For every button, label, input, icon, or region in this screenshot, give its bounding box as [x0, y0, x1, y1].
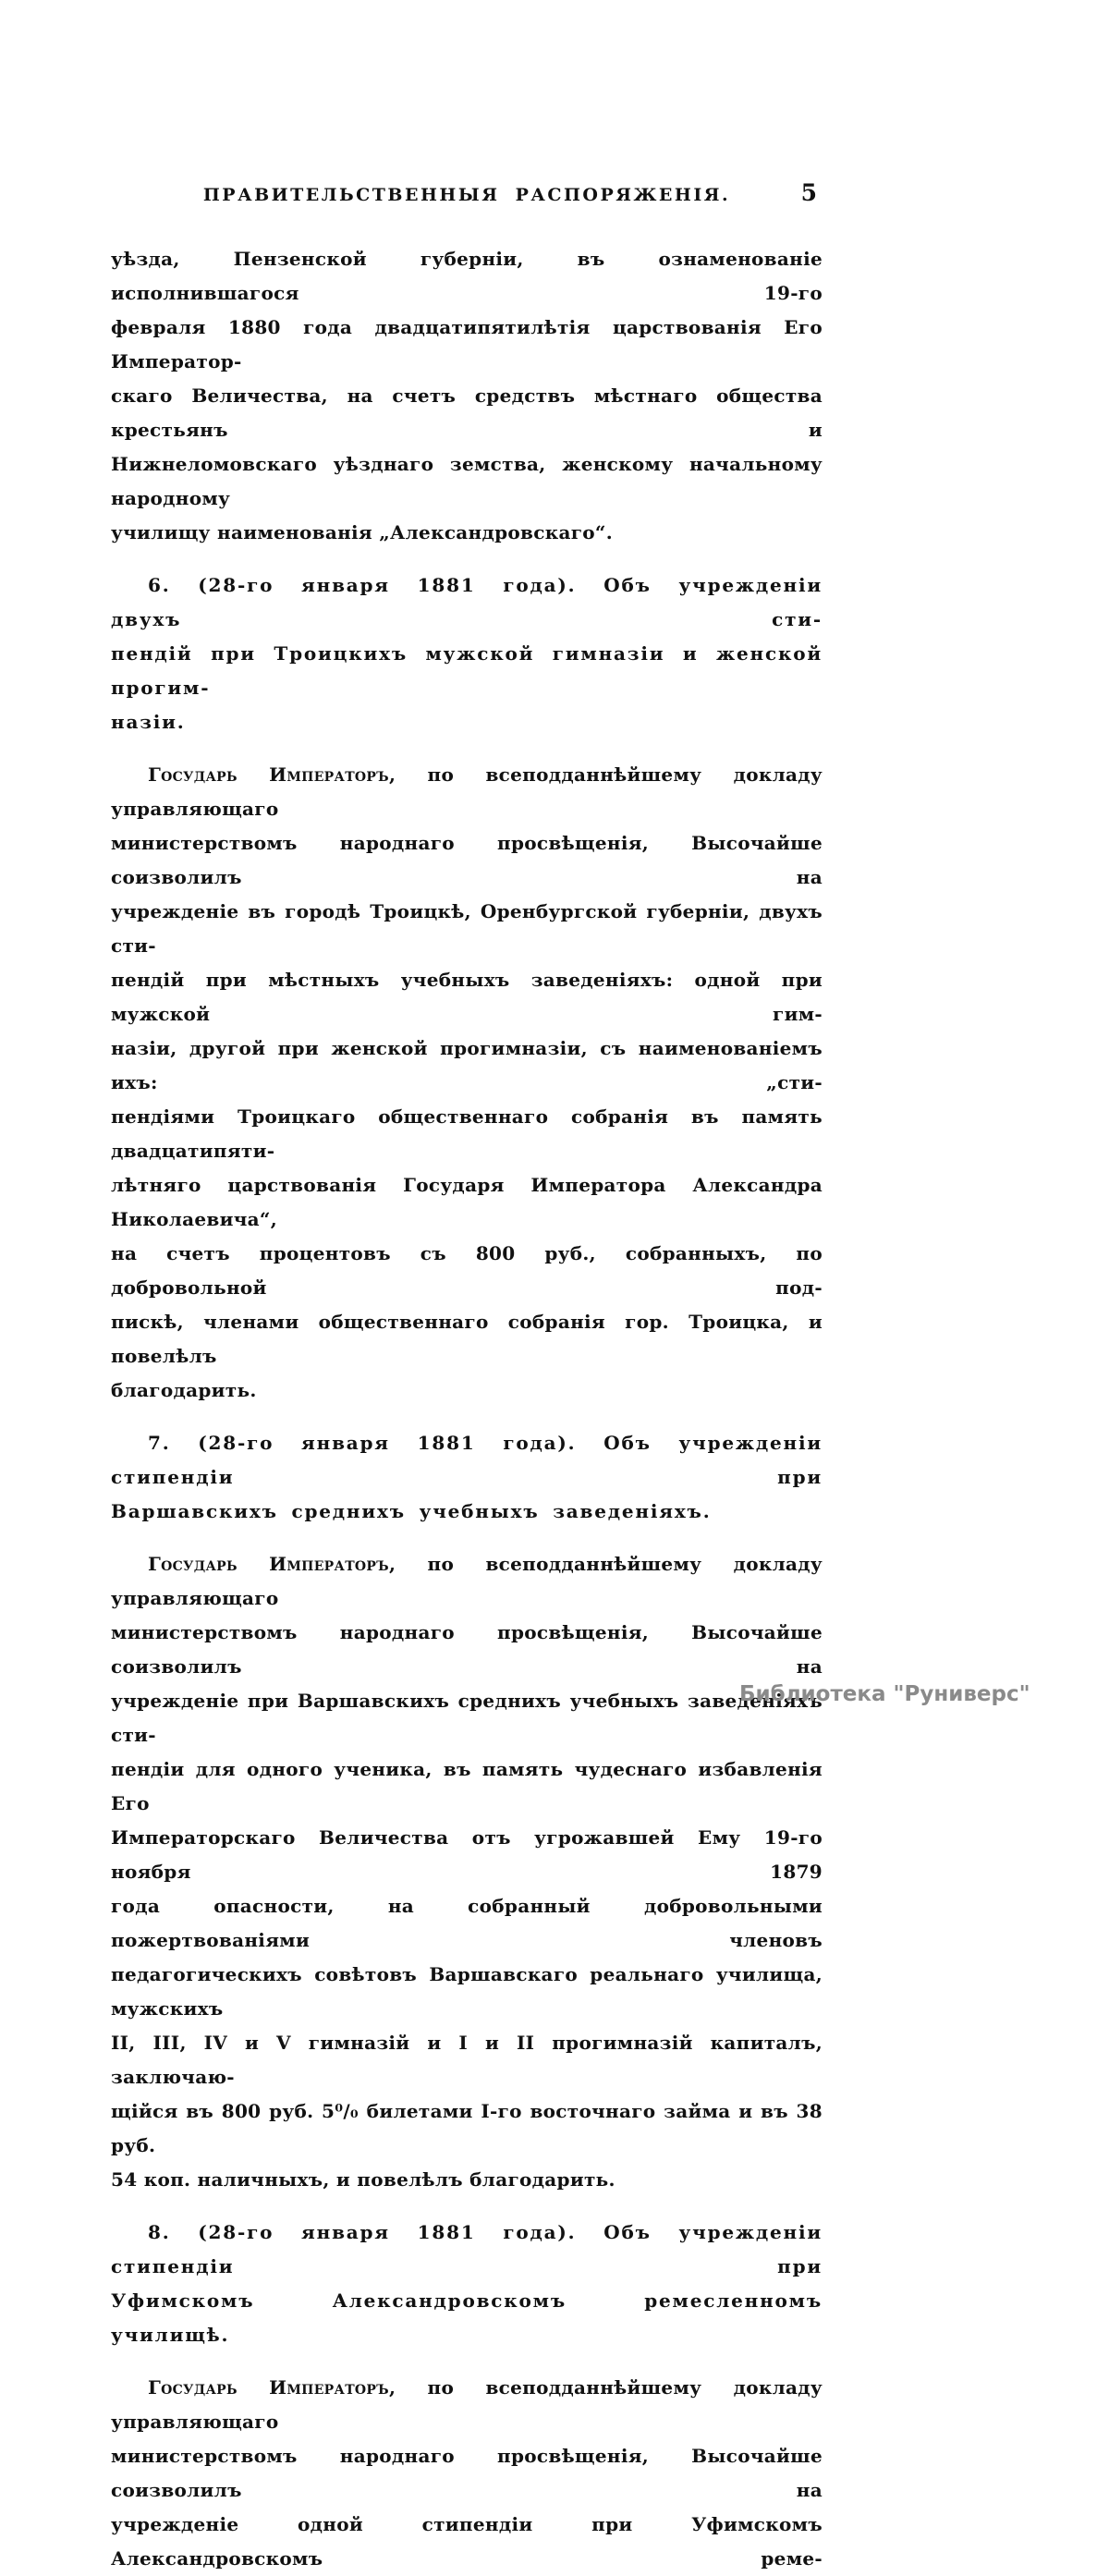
text-line: пендій при мѣстныхъ учебныхъ заведеніяхъ: одной при мужской гим- — [111, 969, 823, 1025]
paragraph-section-7 — [111, 1547, 823, 2197]
text-line: пендіи для одного ученика, въ память чудеснаго избавленія Его — [111, 1758, 823, 1814]
paragraph-section-6 — [111, 758, 823, 1408]
text-line: 54 коп. наличныхъ, и повелѣлъ благодарить. — [111, 2168, 615, 2191]
text-line: февраля 1880 года двадцатипятилѣтія царствованія Его Император- — [111, 316, 823, 372]
text-line: уѣзда, Пензенской губерніи, въ ознаменованіе исполнившагося 19-го — [111, 248, 823, 304]
text-line: скаго Величества, на счетъ средствъ мѣстнаго общества крестьянъ и — [111, 385, 823, 441]
text-line: благодарить. — [111, 1379, 257, 1401]
smallcaps-lead: Государь Императоръ — [148, 1553, 389, 1575]
text-line: Императорскаго Величества отъ угрожавшей Ему 19-го ноября 1879 — [111, 1826, 823, 1883]
text-line: министерствомъ народнаго просвѣщенія, Высочайше соизволилъ на — [111, 832, 823, 888]
text-line — [111, 758, 823, 826]
paragraph-section-8 — [111, 2371, 823, 2576]
text-line: II, III, IV и V гимназій и I и II прогимназій капиталъ, заключаю- — [111, 2032, 823, 2088]
text-line: щійся въ 800 руб. 5⁰/₀ билетами I-го восточнаго займа и въ 38 руб. — [111, 2100, 823, 2156]
section-heading-6 — [111, 568, 823, 739]
text-column — [111, 179, 823, 2576]
text-line: пендіями Троицкаго общественнаго собранія въ память двадцатипяти- — [111, 1105, 823, 1162]
text-line: учрежденіе одной стипендіи при Уфимскомъ Александровскомъ реме- — [111, 2513, 823, 2570]
paragraph-continuation — [111, 242, 823, 550]
text-line: учрежденіе въ городѣ Троицкѣ, Оренбургской губерніи, двухъ сти- — [111, 900, 823, 957]
first-line-rest: , по всеподданнѣйшему докладу управляющаго — [111, 2376, 823, 2433]
text-line: года опасности, на собранный добровольными пожертвованіями членовъ — [111, 1895, 823, 1951]
heading-line: Уфимскомъ Александровскомъ ремесленномъ училищѣ. — [111, 2289, 823, 2346]
text-line: назіи, другой при женской прогимназіи, съ наименованіемъ ихъ: „сти- — [111, 1037, 823, 1093]
library-watermark: Библиотека "Руниверс" — [739, 1682, 1030, 1706]
running-head-title: ПРАВИТЕЛЬСТВЕННЫЯ РАСПОРЯЖЕНІЯ. — [202, 185, 731, 205]
heading-line: пендій при Троицкихъ мужской гимназіи и женской прогим- — [111, 642, 823, 699]
text-line: пискѣ, членами общественнаго собранія гор. Троицка, и повелѣлъ — [111, 1311, 823, 1367]
first-line-rest: , по всеподданнѣйшему докладу управляющаго — [111, 763, 823, 820]
text-line: Нижнеломовскаго уѣзднаго земства, женскому начальному народному — [111, 453, 823, 509]
text-line — [111, 1547, 823, 1616]
section-heading-7 — [111, 1426, 823, 1529]
text-line: на счетъ процентовъ съ 800 руб., собранныхъ, по добровольной под- — [111, 1242, 823, 1299]
heading-line: 8. (28-го января 1881 года). Объ учрежденіи стипендіи при — [111, 2221, 823, 2277]
heading-line: Варшавскихъ среднихъ учебныхъ заведеніяхъ. — [111, 1500, 712, 1522]
smallcaps-lead: Государь Императоръ — [148, 2376, 389, 2399]
running-head — [111, 179, 823, 211]
text-line: учрежденіе при Варшавскихъ среднихъ учебныхъ заведеніяхъ сти- — [111, 1690, 823, 1746]
text-line: педагогическихъ совѣтовъ Варшавскаго реальнаго училища, мужскихъ — [111, 1963, 823, 2020]
heading-line: 6. (28-го января 1881 года). Объ учрежденіи двухъ сти- — [111, 574, 823, 630]
text-line: министерствомъ народнаго просвѣщенія, Высочайше соизволилъ на — [111, 2445, 823, 2501]
page-number: 5 — [800, 179, 817, 206]
text-line: училищу наименованія „Александровскаго“. — [111, 521, 613, 543]
first-line-rest: , по всеподданнѣйшему докладу управляющаго — [111, 1553, 823, 1609]
text-line: министерствомъ народнаго просвѣщенія, Высочайше соизволилъ на — [111, 1621, 823, 1678]
heading-line: назіи. — [111, 711, 186, 733]
smallcaps-lead: Государь Императоръ — [148, 763, 389, 786]
heading-line: 7. (28-го января 1881 года). Объ учрежденіи стипендіи при — [111, 1432, 823, 1488]
section-heading-8 — [111, 2216, 823, 2352]
text-line — [111, 2371, 823, 2439]
text-line: лѣтняго царствованія Государя Императора Александра Николаевича“, — [111, 1174, 823, 1230]
